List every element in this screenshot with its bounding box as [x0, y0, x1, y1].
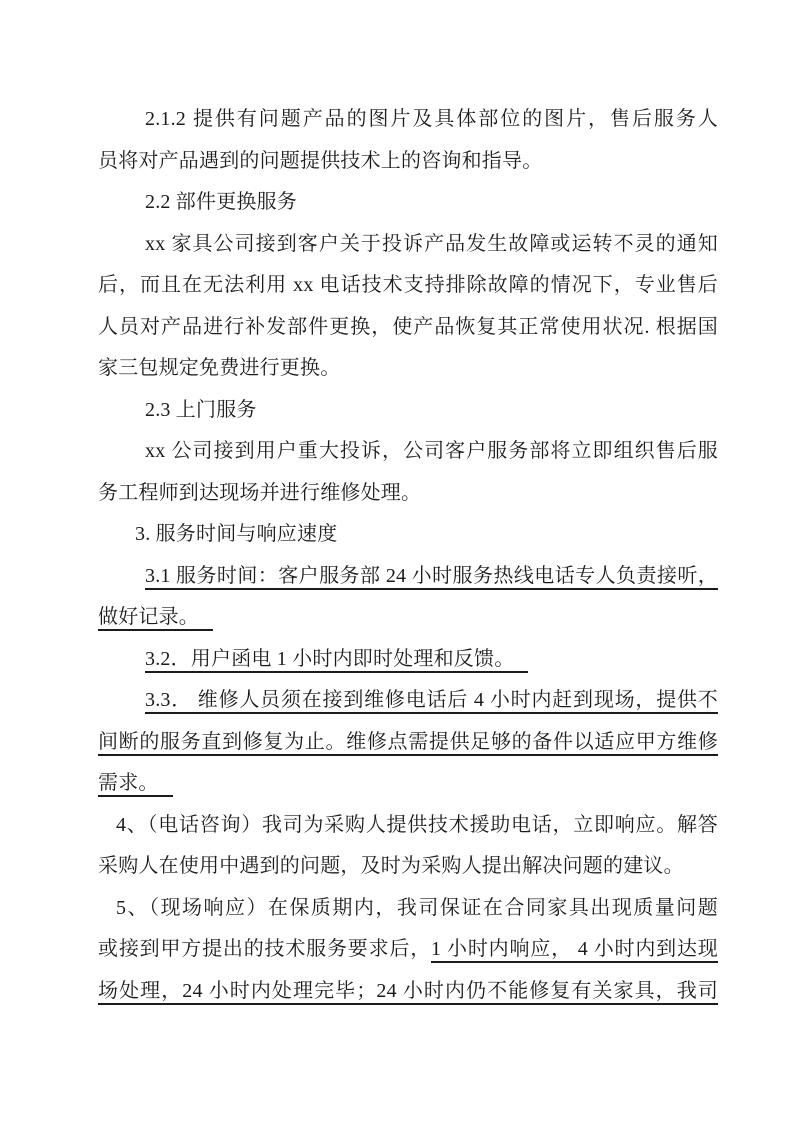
text-segment: xx 家具公司接到客户关于投诉产品发生故障或运转不灵的通知	[145, 232, 718, 255]
doc-line	[98, 722, 718, 764]
document-content	[98, 99, 718, 1012]
doc-line	[98, 556, 718, 598]
text-segment: 人员对产品进行补发部件更换，使产品恢复其正常使用状况. 根据国	[98, 315, 718, 338]
doc-line	[98, 307, 718, 349]
text-segment: 4、（电话咨询）我司为采购人提供技术援助电话，立即响应。解答	[116, 813, 718, 836]
underlined-text-segment: 需求。	[98, 772, 173, 797]
text-segment: 2.3 上门服务	[145, 398, 257, 421]
doc-line	[98, 224, 718, 266]
doc-line-heading	[98, 390, 718, 432]
underlined-text-segment: 3.1 服务时间：客户服务部 24 小时服务热线电话专人负责接听，	[145, 565, 718, 590]
underlined-text-segment: 3.3． 维修人员须在接到维修电话后 4 小时内赶到现场，提供不	[145, 689, 718, 714]
doc-line-heading	[98, 514, 718, 556]
text-segment: 或接到甲方提出的技术服务要求后，	[98, 938, 432, 960]
doc-line	[98, 431, 718, 473]
doc-line	[98, 348, 718, 390]
text-segment: 员将对产品遇到的问题提供技术上的咨询和指导。	[98, 149, 543, 172]
text-segment: xx 公司接到用户重大投诉，公司客户服务部将立即组织售后服	[145, 440, 718, 462]
doc-line	[98, 846, 718, 888]
doc-line	[98, 888, 718, 930]
doc-line	[98, 141, 718, 183]
text-segment: 后，而且在无法利用 xx 电话技术支持排除故障的情况下，专业售后	[98, 274, 718, 296]
doc-line	[98, 265, 718, 307]
underlined-text-segment: 场处理，24 小时内处理完毕；24 小时内仍不能修复有关家具，我司	[98, 980, 718, 1005]
doc-line	[98, 99, 718, 141]
underlined-text-segment: 1 小时内响应， 4 小时内到达现	[431, 938, 718, 963]
doc-line	[98, 473, 718, 515]
text-segment: 5、（现场响应）在保质期内，我司保证在合同家具出现质量问题	[116, 896, 718, 919]
text-segment: 2.2 部件更换服务	[145, 191, 297, 213]
underlined-text-segment: 间断的服务直到修复为止。维修点需提供足够的备件以适应甲方维修	[98, 731, 718, 756]
doc-line	[98, 763, 718, 805]
doc-line	[98, 805, 718, 847]
doc-line	[98, 929, 718, 971]
doc-line	[98, 639, 718, 681]
underlined-text-segment: 做好记录。	[98, 606, 213, 631]
doc-line	[98, 597, 718, 639]
text-segment: 2.1.2 提供有问题产品的图片及具体部位的图片，售后服务人	[145, 108, 718, 130]
text-segment: 3. 服务时间与响应速度	[135, 523, 338, 545]
underlined-text-segment: 3.2．用户函电 1 小时内即时处理和反馈。	[145, 648, 528, 673]
text-segment: 采购人在使用中遇到的问题，及时为采购人提出解决问题的建议。	[98, 855, 684, 877]
doc-line-heading	[98, 182, 718, 224]
text-segment: 务工程师到达现场并进行维修处理。	[98, 481, 422, 504]
text-segment: 家三包规定免费进行更换。	[98, 357, 341, 379]
doc-line	[98, 680, 718, 722]
doc-line	[98, 971, 718, 1013]
